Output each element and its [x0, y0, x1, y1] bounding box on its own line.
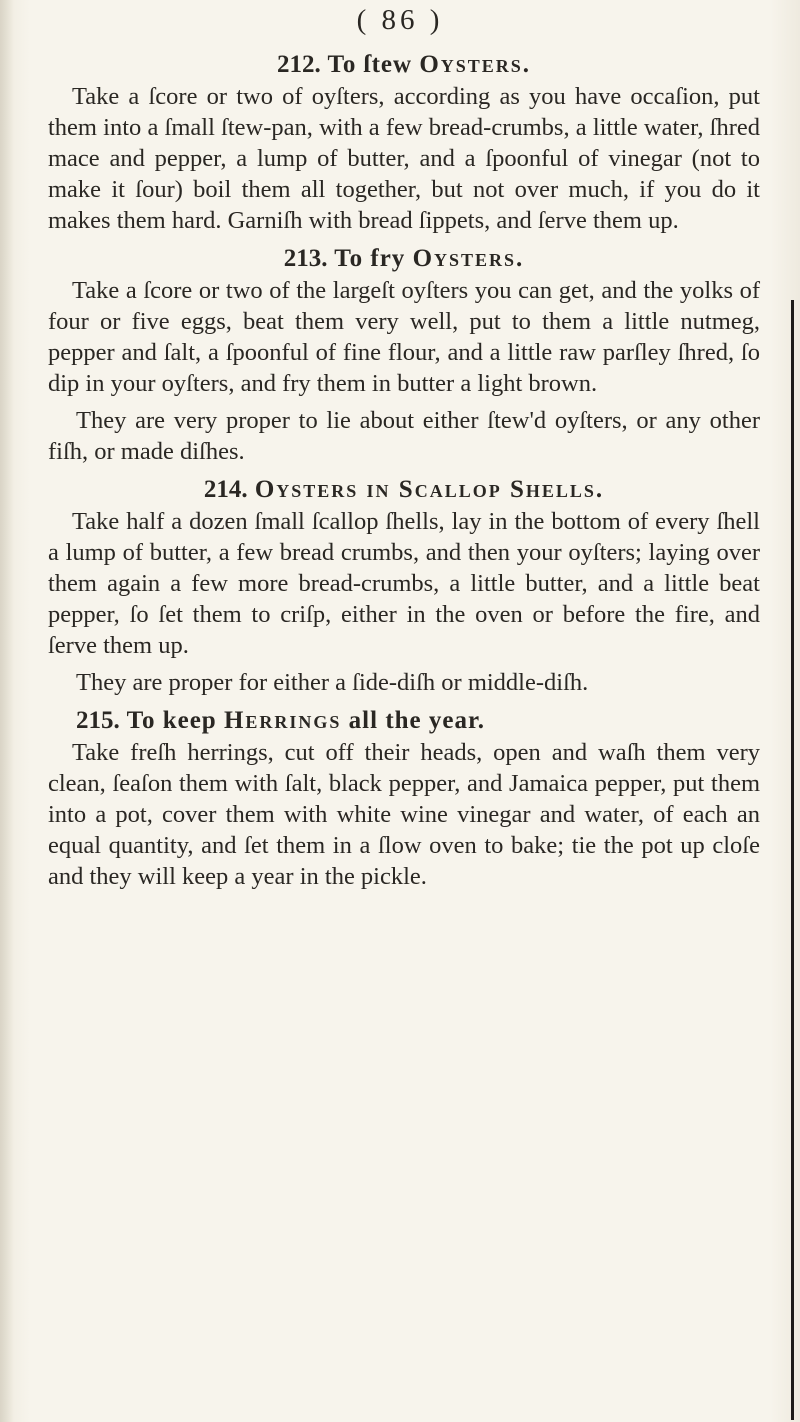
- recipe-title-tail: all the year.: [348, 707, 486, 734]
- recipe-title-smallcaps: Oysters.: [419, 51, 532, 78]
- recipe-heading: [48, 473, 760, 506]
- recipe-heading: [48, 704, 760, 737]
- recipe-title: To keep: [126, 707, 217, 734]
- recipe-number: 213.: [283, 245, 328, 272]
- recipe-paragraph: Take a ſcore or two of oyſters, according as you have occaſion, put them into a ſmall ſtew-pan, with a few bread-crumbs, a little water, ſhred mace and pepper, a lump of butter, and a ſpoonful of vinegar (not to make it ſour) boil them all together, but not over much, if you do it makes them hard. Garniſh with bread ſippets, and ſerve them up.: [48, 83, 760, 234]
- recipe-paragraph: Take a ſcore or two of the largeſt oyſters you can get, and the yolks of four or five eggs, beat them very well, put to them a little nutmeg, pepper and ſalt, a ſpoonful of fine flour, and a little raw parſley ſhred, ſo dip in your oyſters, and fry them in butter a light brown.: [48, 277, 760, 397]
- recipe-212: [48, 48, 760, 236]
- recipe-214: [48, 473, 760, 698]
- recipe-number: 215.: [76, 707, 120, 734]
- page-number: ( 86 ): [356, 4, 444, 36]
- recipe-title-smallcaps: Oysters.: [412, 245, 525, 272]
- recipe-paragraph: They are very proper to lie about either ſtew'd oyſters, or any other fiſh, or made diſhes.: [48, 407, 760, 465]
- recipe-number: 214.: [203, 476, 248, 503]
- recipe-215: [48, 704, 760, 892]
- recipe-heading: [48, 242, 760, 275]
- recipe-title: To ſtew: [327, 51, 413, 78]
- recipe-title: To fry: [334, 245, 406, 272]
- page-edge-line: [791, 300, 794, 1420]
- recipe-paragraph: They are proper for either a ſide-diſh or middle-diſh.: [76, 669, 589, 696]
- recipe-213: [48, 242, 760, 467]
- recipe-paragraph: Take freſh herrings, cut off their heads, open and waſh them very clean, ſeaſon them with ſalt, black pepper, and Jamaica pepper, put them into a pot, cover them with white wine vinegar and water, of each an equal quantity, and ſet them in a ſlow oven to bake; tie the pot up cloſe and they will keep a year in the pickle.: [48, 739, 760, 890]
- page-content: [48, 48, 760, 898]
- recipe-number: 212.: [276, 51, 321, 78]
- recipe-paragraph: Take half a dozen ſmall ſcallop ſhells, lay in the bottom of every ſhell a lump of butter, a few bread crumbs, and then your oyſters; laying over them again a few more bread-crumbs, a little butter, and a little beat pepper, ſo ſet them to criſp, either in the oven or before the fire, and ſerve them up.: [48, 508, 760, 659]
- recipe-title-smallcaps: Oysters in Scallop Shells.: [254, 476, 605, 503]
- recipe-title-smallcaps: Herrings: [223, 707, 342, 734]
- page-gutter-shadow: [0, 0, 14, 1422]
- recipe-heading: [48, 48, 760, 81]
